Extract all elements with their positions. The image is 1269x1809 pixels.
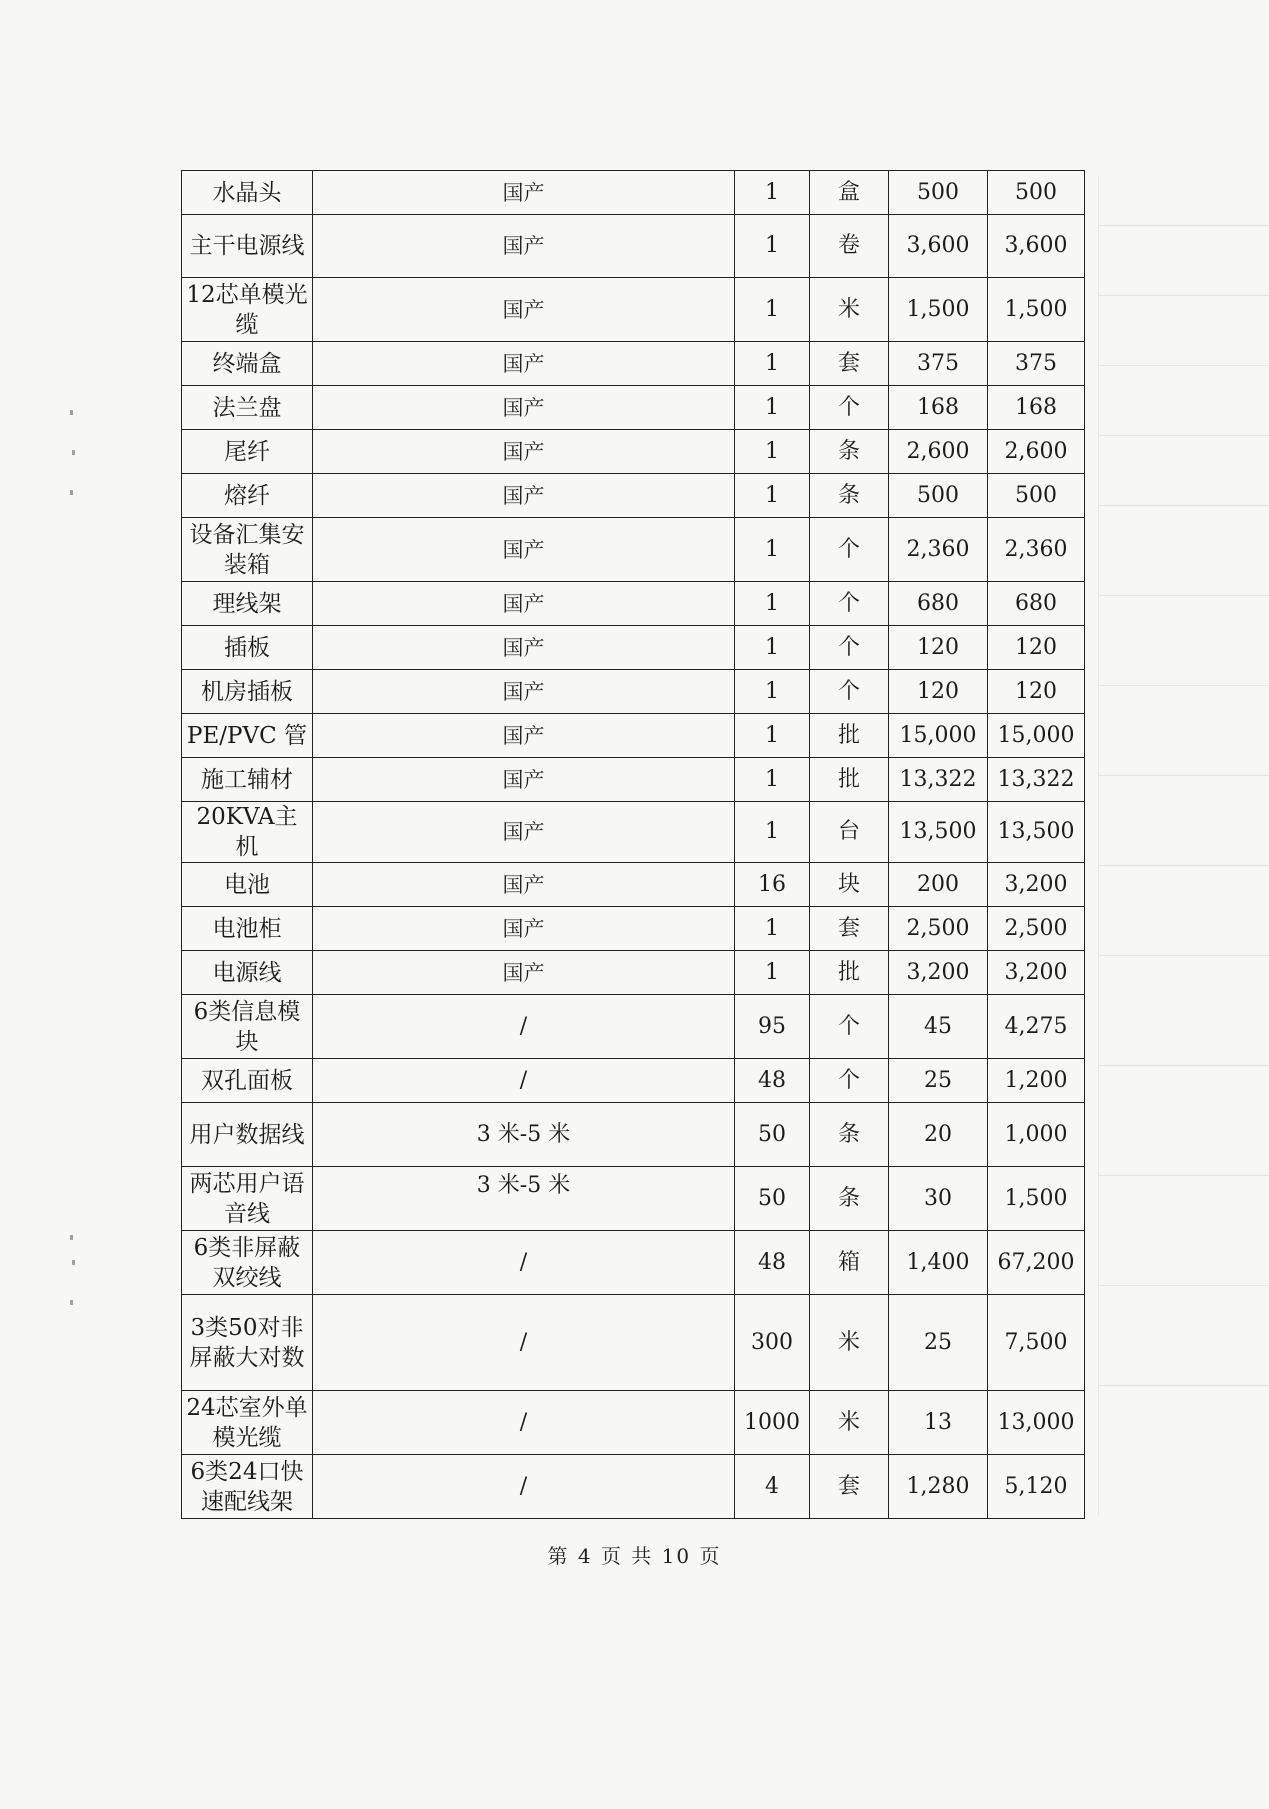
table-row: [182, 758, 1085, 802]
item-qty: 48: [735, 1059, 810, 1103]
item-unit: 条: [810, 1103, 889, 1167]
item-qty: 1: [735, 278, 810, 342]
item-name: 施工辅材: [182, 758, 313, 802]
table-row: [182, 278, 1085, 342]
item-total: 2,360: [988, 518, 1085, 582]
item-origin: 国产: [313, 626, 735, 670]
item-total: 13,000: [988, 1391, 1085, 1455]
item-unit-price: 3,600: [889, 215, 988, 278]
item-unit-price: 2,360: [889, 518, 988, 582]
item-name: 双孔面板: [182, 1059, 313, 1103]
item-qty: 50: [735, 1103, 810, 1167]
item-unit: 台: [810, 802, 889, 863]
item-unit: 个: [810, 582, 889, 626]
item-unit-price: 2,600: [889, 430, 988, 474]
item-spec: /: [313, 1295, 735, 1391]
item-unit: 条: [810, 430, 889, 474]
item-name: 3类50对非屏蔽大对数: [182, 1295, 313, 1391]
item-name: 12芯单模光缆: [182, 278, 313, 342]
scan-speck: [72, 450, 75, 455]
item-unit-price: 15,000: [889, 714, 988, 758]
table-row: [182, 670, 1085, 714]
item-total: 3,200: [988, 951, 1085, 995]
table-row: [182, 215, 1085, 278]
item-name: 尾纤: [182, 430, 313, 474]
item-unit-price: 2,500: [889, 907, 988, 951]
item-spec: 3 米-5 米: [313, 1167, 735, 1231]
item-total: 2,600: [988, 430, 1085, 474]
item-qty: 1: [735, 951, 810, 995]
table-row: [182, 1167, 1085, 1231]
scan-speck: [70, 1300, 73, 1305]
item-unit-price: 30: [889, 1167, 988, 1231]
item-total: 120: [988, 626, 1085, 670]
item-unit-price: 120: [889, 670, 988, 714]
item-qty: 95: [735, 995, 810, 1059]
item-unit-price: 680: [889, 582, 988, 626]
item-origin: 国产: [313, 171, 735, 215]
item-qty: 48: [735, 1231, 810, 1295]
item-spec: /: [313, 1391, 735, 1455]
scan-speck: [70, 410, 73, 415]
item-unit-price: 20: [889, 1103, 988, 1167]
item-total: 7,500: [988, 1295, 1085, 1391]
item-origin: 国产: [313, 714, 735, 758]
item-origin: 国产: [313, 758, 735, 802]
item-unit-price: 1,280: [889, 1455, 988, 1519]
item-name: PE/PVC 管: [182, 714, 313, 758]
item-name: 设备汇集安装箱: [182, 518, 313, 582]
item-unit-price: 3,200: [889, 951, 988, 995]
item-unit: 块: [810, 863, 889, 907]
item-name: 理线架: [182, 582, 313, 626]
table-row: [182, 714, 1085, 758]
item-total: 1,200: [988, 1059, 1085, 1103]
item-origin: 国产: [313, 951, 735, 995]
item-origin: 国产: [313, 863, 735, 907]
item-unit-price: 375: [889, 342, 988, 386]
item-name: 两芯用户语音线: [182, 1167, 313, 1231]
item-name: 6类非屏蔽双绞线: [182, 1231, 313, 1295]
table-row: [182, 626, 1085, 670]
item-unit: 批: [810, 951, 889, 995]
item-total: 120: [988, 670, 1085, 714]
item-unit-price: 200: [889, 863, 988, 907]
item-spec: /: [313, 1231, 735, 1295]
item-spec: /: [313, 1059, 735, 1103]
item-qty: 16: [735, 863, 810, 907]
item-qty: 1: [735, 582, 810, 626]
bleed-through-area: [1098, 175, 1269, 1515]
table-row: [182, 1059, 1085, 1103]
item-spec: /: [313, 995, 735, 1059]
item-name: 电池: [182, 863, 313, 907]
item-name: 终端盒: [182, 342, 313, 386]
item-total: 15,000: [988, 714, 1085, 758]
item-origin: 国产: [313, 582, 735, 626]
item-unit: 批: [810, 758, 889, 802]
item-qty: 1: [735, 171, 810, 215]
item-qty: 1: [735, 626, 810, 670]
item-origin: 国产: [313, 670, 735, 714]
table-row: [182, 907, 1085, 951]
item-unit: 套: [810, 907, 889, 951]
item-unit: 米: [810, 1391, 889, 1455]
item-name: 水晶头: [182, 171, 313, 215]
item-qty: 1: [735, 474, 810, 518]
item-unit: 个: [810, 670, 889, 714]
item-total: 3,200: [988, 863, 1085, 907]
item-origin: 国产: [313, 430, 735, 474]
item-qty: 1: [735, 215, 810, 278]
item-unit-price: 500: [889, 171, 988, 215]
item-unit-price: 25: [889, 1295, 988, 1391]
table-row: [182, 518, 1085, 582]
item-origin: 国产: [313, 215, 735, 278]
item-unit-price: 13,500: [889, 802, 988, 863]
item-name: 24芯室外单模光缆: [182, 1391, 313, 1455]
table-row: [182, 430, 1085, 474]
table-row: [182, 995, 1085, 1059]
item-name: 6类信息模块: [182, 995, 313, 1059]
item-qty: 4: [735, 1455, 810, 1519]
item-total: 13,500: [988, 802, 1085, 863]
item-origin: 国产: [313, 278, 735, 342]
item-qty: 1: [735, 758, 810, 802]
page-number: 第 4 页 共 10 页: [547, 1544, 722, 1568]
table-row: [182, 474, 1085, 518]
item-qty: 1: [735, 907, 810, 951]
item-qty: 1: [735, 342, 810, 386]
item-unit-price: 45: [889, 995, 988, 1059]
equipment-list-table: [181, 170, 1085, 1519]
table-row: [182, 1455, 1085, 1519]
item-spec: /: [313, 1455, 735, 1519]
item-unit-price: 25: [889, 1059, 988, 1103]
item-qty: 1: [735, 518, 810, 582]
item-name: 20KVA主机: [182, 802, 313, 863]
item-total: 375: [988, 342, 1085, 386]
item-unit: 卷: [810, 215, 889, 278]
table-row: [182, 1295, 1085, 1391]
scan-speck: [70, 1235, 73, 1240]
item-unit-price: 168: [889, 386, 988, 430]
item-total: 1,500: [988, 1167, 1085, 1231]
item-unit: 套: [810, 342, 889, 386]
item-name: 6类24口快速配线架: [182, 1455, 313, 1519]
item-unit: 米: [810, 278, 889, 342]
item-unit-price: 500: [889, 474, 988, 518]
item-unit: 批: [810, 714, 889, 758]
item-total: 1,000: [988, 1103, 1085, 1167]
item-origin: 国产: [313, 802, 735, 863]
item-qty: 1: [735, 802, 810, 863]
item-unit: 个: [810, 518, 889, 582]
item-unit-price: 1,400: [889, 1231, 988, 1295]
item-unit-price: 120: [889, 626, 988, 670]
item-qty: 50: [735, 1167, 810, 1231]
item-total: 67,200: [988, 1231, 1085, 1295]
item-unit: 盒: [810, 171, 889, 215]
item-qty: 1: [735, 670, 810, 714]
item-unit: 箱: [810, 1231, 889, 1295]
table-row: [182, 1103, 1085, 1167]
item-unit: 个: [810, 995, 889, 1059]
item-name: 插板: [182, 626, 313, 670]
item-name: 机房插板: [182, 670, 313, 714]
item-total: 500: [988, 171, 1085, 215]
item-name: 电源线: [182, 951, 313, 995]
item-spec: 3 米-5 米: [313, 1103, 735, 1167]
item-total: 168: [988, 386, 1085, 430]
item-unit-price: 13: [889, 1391, 988, 1455]
item-qty: 1: [735, 430, 810, 474]
item-total: 680: [988, 582, 1085, 626]
item-name: 电池柜: [182, 907, 313, 951]
item-name: 主干电源线: [182, 215, 313, 278]
item-origin: 国产: [313, 386, 735, 430]
item-unit-price: 1,500: [889, 278, 988, 342]
item-qty: 300: [735, 1295, 810, 1391]
item-total: 2,500: [988, 907, 1085, 951]
item-unit: 个: [810, 386, 889, 430]
item-qty: 1: [735, 714, 810, 758]
table-row: [182, 582, 1085, 626]
item-name: 熔纤: [182, 474, 313, 518]
item-total: 1,500: [988, 278, 1085, 342]
item-name: 用户数据线: [182, 1103, 313, 1167]
table-row: [182, 1391, 1085, 1455]
item-qty: 1: [735, 386, 810, 430]
item-unit: 条: [810, 1167, 889, 1231]
table-row: [182, 863, 1085, 907]
table-row: [182, 342, 1085, 386]
item-name: 法兰盘: [182, 386, 313, 430]
table-row: [182, 171, 1085, 215]
item-unit: 个: [810, 626, 889, 670]
item-total: 5,120: [988, 1455, 1085, 1519]
item-total: 4,275: [988, 995, 1085, 1059]
table-row: [182, 802, 1085, 863]
item-origin: 国产: [313, 474, 735, 518]
item-unit: 个: [810, 1059, 889, 1103]
table-row: [182, 951, 1085, 995]
item-unit: 套: [810, 1455, 889, 1519]
item-origin: 国产: [313, 342, 735, 386]
item-unit: 米: [810, 1295, 889, 1391]
scan-speck: [72, 1260, 75, 1265]
item-unit: 条: [810, 474, 889, 518]
item-total: 13,322: [988, 758, 1085, 802]
item-origin: 国产: [313, 907, 735, 951]
item-qty: 1000: [735, 1391, 810, 1455]
table-row: [182, 386, 1085, 430]
scan-speck: [70, 490, 73, 495]
item-total: 500: [988, 474, 1085, 518]
table-row: [182, 1231, 1085, 1295]
item-unit-price: 13,322: [889, 758, 988, 802]
item-origin: 国产: [313, 518, 735, 582]
item-total: 3,600: [988, 215, 1085, 278]
